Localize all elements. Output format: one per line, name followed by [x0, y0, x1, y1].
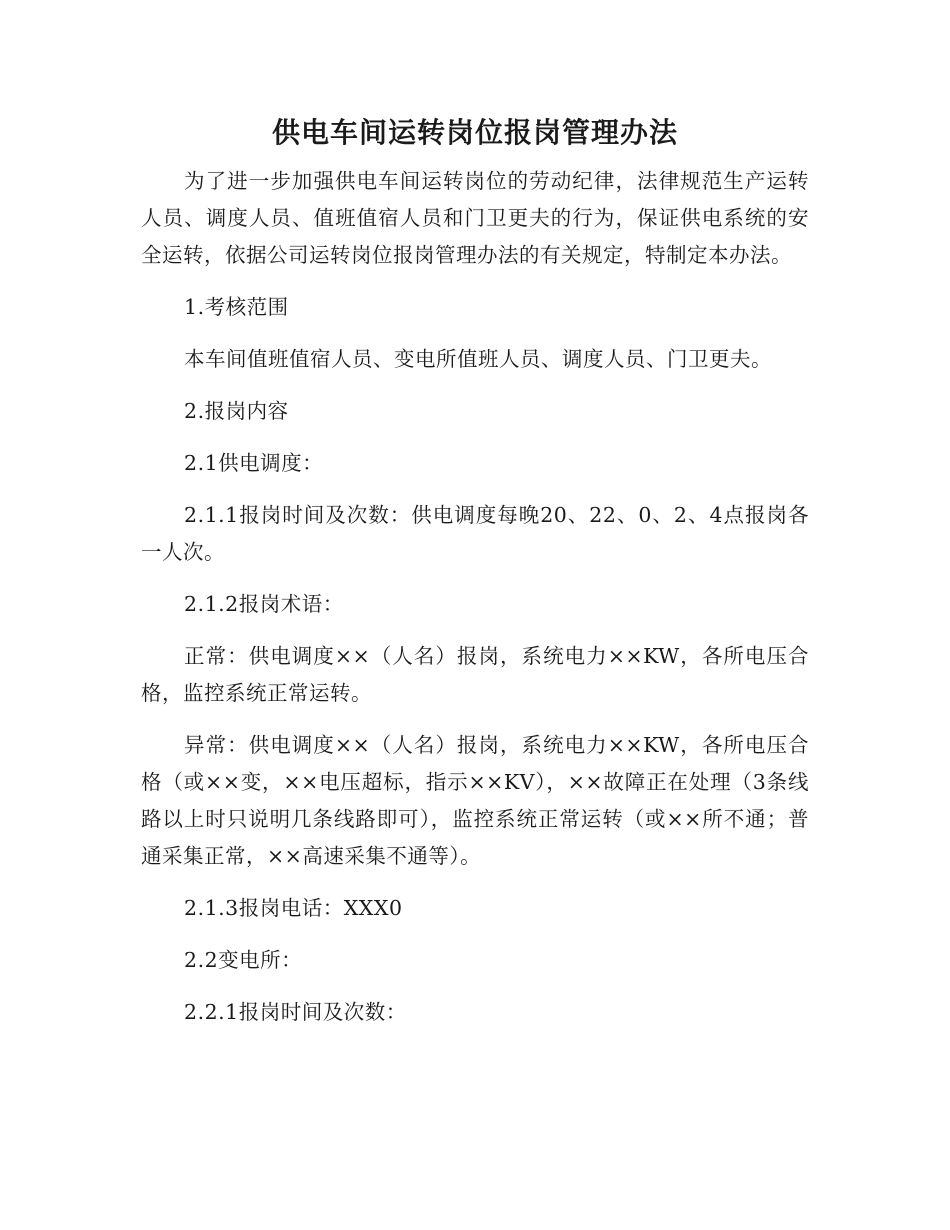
heading-assessment-scope: 1.考核范围: [184, 295, 289, 319]
heading-report-content: 2.报岗内容: [184, 399, 289, 423]
paragraph-report-phone: 2.1.3报岗电话：XXX0: [184, 896, 403, 920]
document-body: [141, 163, 809, 1031]
heading-power-dispatch: 2.1供电调度：: [184, 451, 324, 475]
paragraph-report-times: 2.1.1报岗时间及次数：供电调度每晚20、22、0、2、4点报岗各一人次。: [141, 503, 809, 564]
paragraph-scope: 本车间值班值宿人员、变电所值班人员、调度人员、门卫更夫。: [184, 347, 773, 371]
paragraph-normal-terms: 正常：供电调度××（人名）报岗，系统电力××KW，各所电压合格，监控系统正常运转。: [141, 644, 809, 705]
paragraph-substation-times: 2.2.1报岗时间及次数：: [184, 1000, 407, 1024]
paragraph-intro: 为了进一步加强供电车间运转岗位的劳动纪律，法律规范生产运转人员、调度人员、值班值宿人员和门卫更夫的行为，保证供电系统的安全运转，依据公司运转岗位报岗管理办法的有关规定，特制定本办法。: [141, 169, 809, 267]
document-title: 供电车间运转岗位报岗管理办法: [271, 116, 678, 149]
paragraph-abnormal-terms: 异常：供电调度××（人名）报岗，系统电力××KW，各所电压合格（或××变，××电压超标，指示××KV），××故障正在处理（3条线路以上时只说明几条线路即可），监控系统正常运转（或××所不通；普通采集正常，××高速采集不通等）。: [141, 733, 809, 868]
heading-report-terms: 2.1.2报岗术语：: [184, 592, 344, 616]
heading-substation: 2.2变电所：: [184, 948, 303, 972]
